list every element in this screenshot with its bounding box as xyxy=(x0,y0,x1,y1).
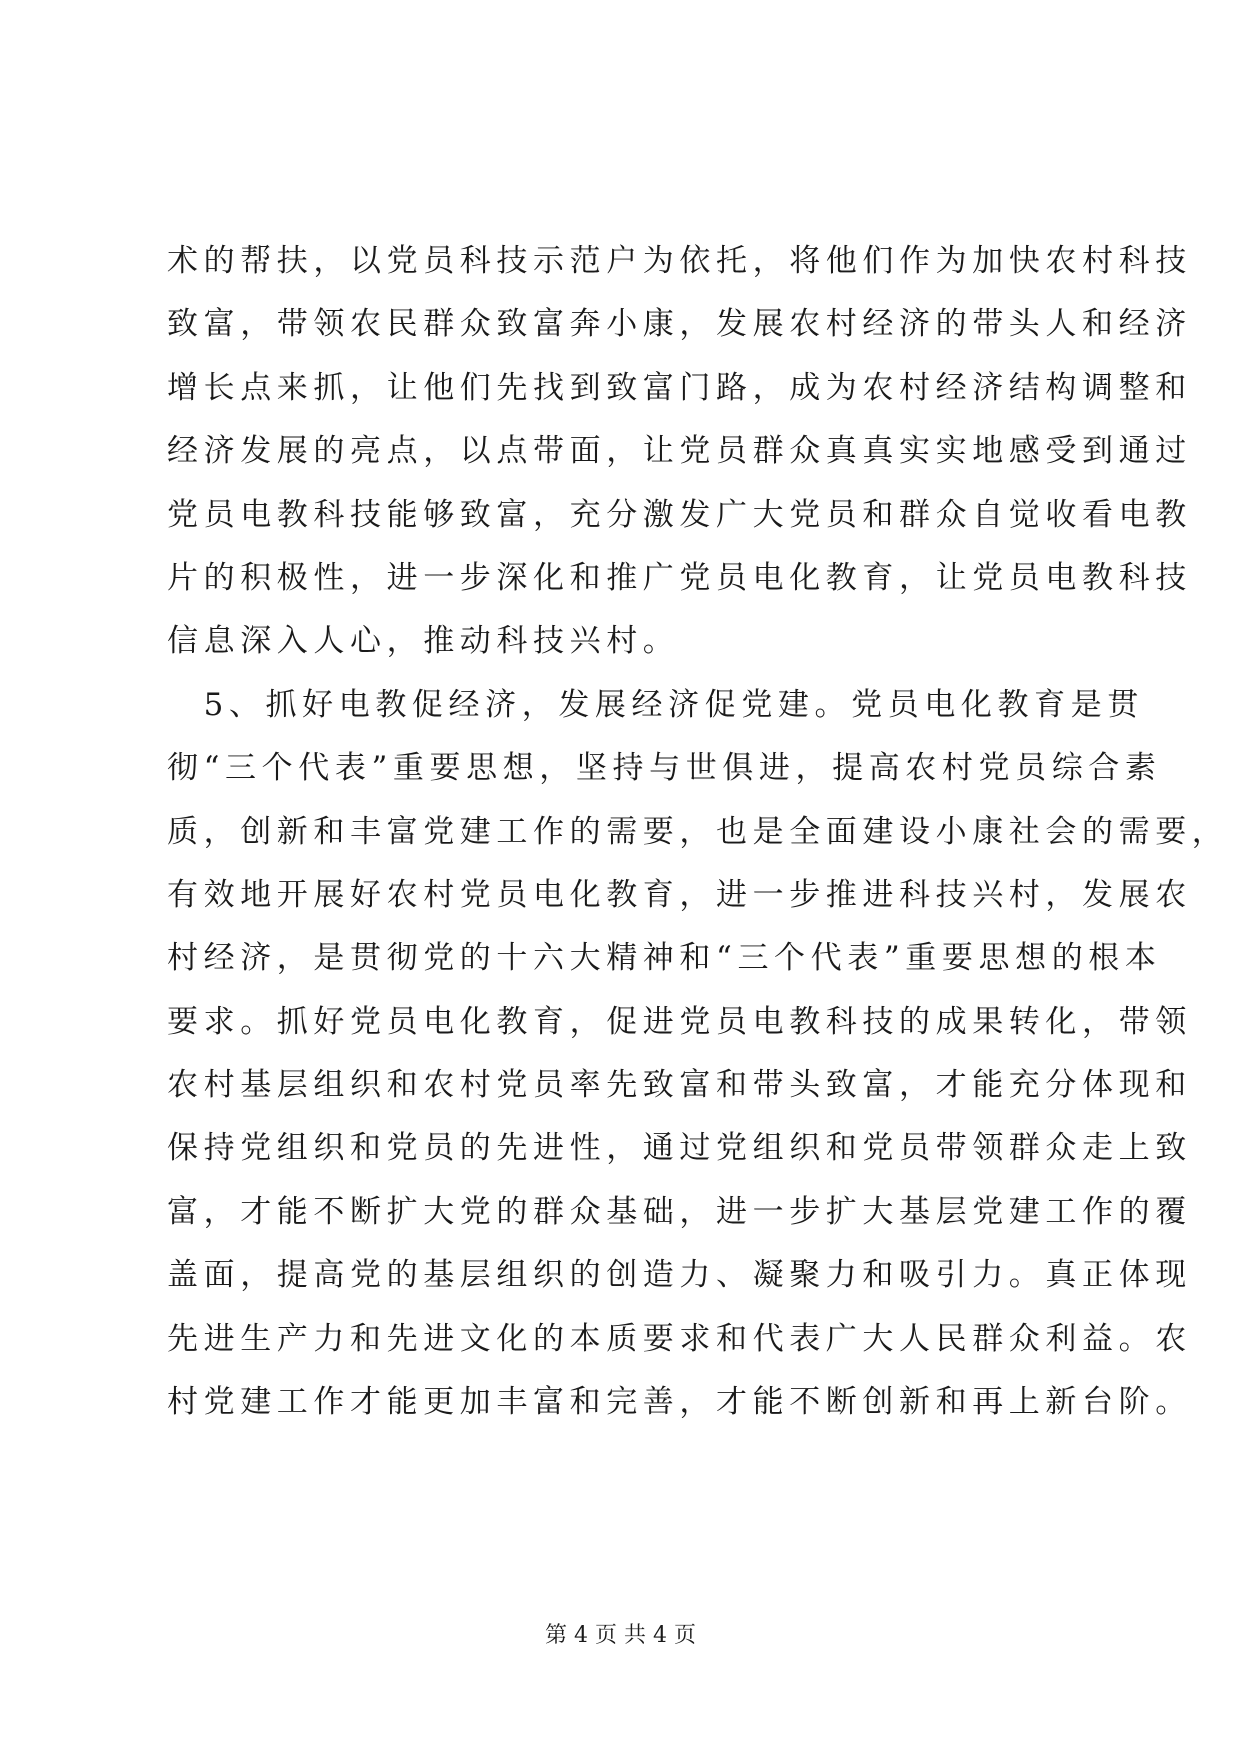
text-line: 村经济，是贯彻党的十六大精神和“三个代表”重要思想的根本 xyxy=(167,940,1162,977)
page-footer xyxy=(0,1621,1241,1651)
text-line: 增长点来抓，让他们先找到致富门路，成为农村经济结构调整和 xyxy=(167,369,1192,406)
text-line: 有效地开展好农村党员电化教育，进一步推进科技兴村，发展农 xyxy=(167,876,1192,913)
text-line: 质，创新和丰富党建工作的需要，也是全面建设小康社会的需要， xyxy=(167,813,1229,850)
text-line: 彻“三个代表”重要思想，坚持与世俱进，提高农村党员综合素 xyxy=(167,750,1162,787)
text-line: 片的积极性，进一步深化和推广党员电化教育，让党员电教科技 xyxy=(167,559,1192,596)
text-line: 保持党组织和党员的先进性，通过党组织和党员带领群众走上致 xyxy=(167,1130,1192,1167)
text-line: 富，才能不断扩大党的群众基础，进一步扩大基层党建工作的覆 xyxy=(167,1193,1192,1230)
text-line: 党员电教科技能够致富，充分激发广大党员和群众自觉收看电教 xyxy=(167,496,1192,533)
text-line: 村党建工作才能更加丰富和完善，才能不断创新和再上新台阶。 xyxy=(167,1384,1192,1421)
text-line: 先进生产力和先进文化的本质要求和代表广大人民群众利益。农 xyxy=(167,1320,1192,1357)
text-line: 经济发展的亮点，以点带面，让党员群众真真实实地感受到通过 xyxy=(167,433,1192,470)
text-line: 盖面，提高党的基层组织的创造力、凝聚力和吸引力。真正体现 xyxy=(167,1257,1192,1294)
text-line: 5、抓好电教促经济，发展经济促党建。党员电化教育是贯 xyxy=(167,686,1144,723)
text-line: 农村基层组织和农村党员率先致富和带头致富，才能充分体现和 xyxy=(167,1067,1192,1104)
body-text xyxy=(167,230,1229,1434)
text-line: 致富，带领农民群众致富奔小康，发展农村经济的带头人和经济 xyxy=(167,306,1192,343)
text-line: 要求。抓好党员电化教育，促进党员电教科技的成果转化，带领 xyxy=(167,1003,1192,1040)
page-number: 第 4 页 共 4 页 xyxy=(545,1623,696,1648)
text-line: 信息深入人心，推动科技兴村。 xyxy=(167,623,680,660)
text-line: 术的帮扶，以党员科技示范户为依托，将他们作为加快农村科技 xyxy=(167,243,1192,279)
